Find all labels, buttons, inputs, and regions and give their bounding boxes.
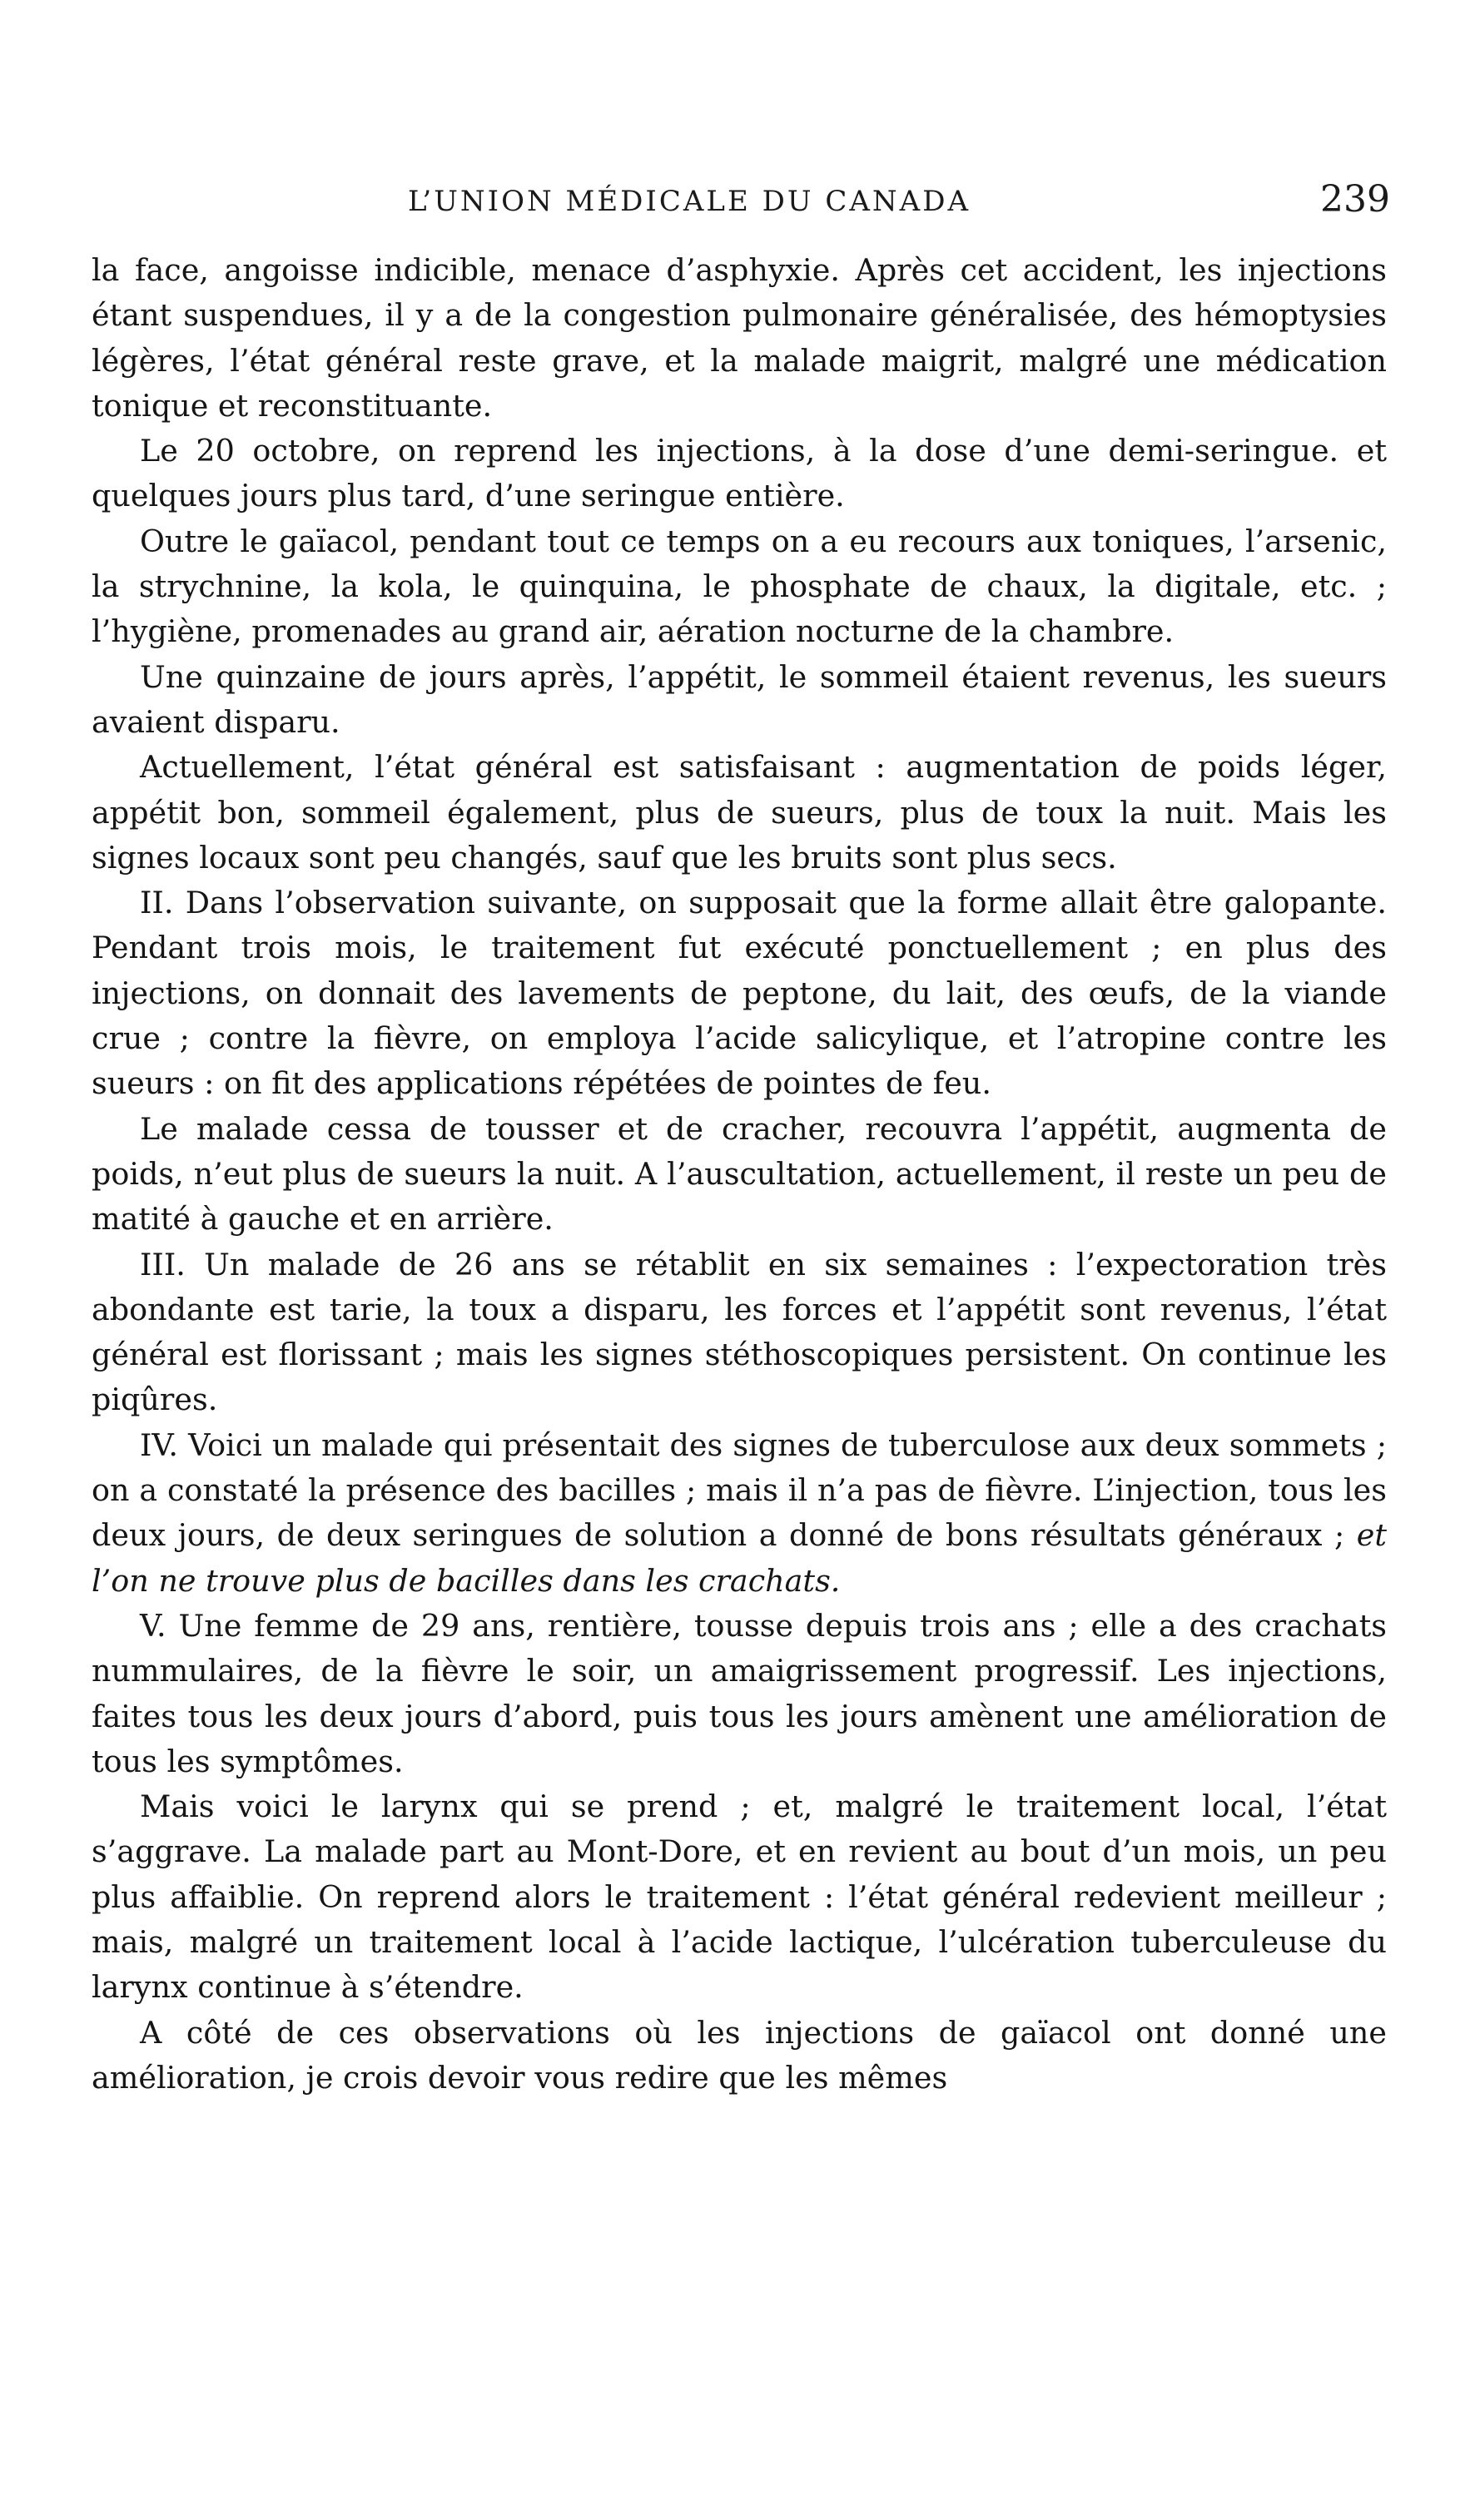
paragraph-observation-5: V. Une femme de 29 ans, rentière, tousse depuis trois ans ; elle a des crachats nummulaires, de la fièvre le soir, un amaigrissement progressif. Les injections, faites tous les deux jours d’abord, puis tous les jours amènent une amélioration de tous les symptômes. — [92, 1607, 1387, 1779]
paragraph-observation-2: II. Dans l’observation suivante, on supposait que la forme allait être galopante. Pendant trois mois, le traitement fut exécuté ponctuellement ; en plus des injections, on donnait des lavements de peptone, du lait, des œufs, de la viande crue ; contre la fièvre, on employa l’acide salicylique, et l’atropine contre les sueurs : on fit des applications répétées de pointes de feu. — [92, 885, 1387, 1102]
paragraph-current-state: Actuellement, l’état général est satisfaisant : augmentation de poids léger, appétit bon, sommeil également, plus de sueurs, plus de toux la nuit. Mais les signes locaux sont peu changés, sauf que les bruits sont plus secs. — [92, 749, 1387, 876]
observation-4-italic: et l’on ne trouve plus de bacilles dans les crachats. — [92, 1517, 1387, 1599]
page-number: 239 — [1320, 178, 1390, 221]
paragraph-recovery: Une quinzaine de jours après, l’appétit, le sommeil étaient revenus, les sueurs avaient disparu. — [92, 658, 1387, 740]
paragraph-observation-3: III. Un malade de 26 ans se rétablit en six semaines : l’expectoration très abondante est tarie, la toux a disparu, les forces et l’appétit sont revenus, l’état général est florissant ; mais les signes stéthoscopiques persistent. On continue les piqûres. — [92, 1246, 1387, 1418]
paragraph-conclusion: A côté de ces observations où les injections de gaïacol ont donné une amélioration, je crois devoir vous redire que les mêmes — [92, 2014, 1387, 2096]
paragraph-tonics: Outre le gaïacol, pendant tout ce temps on a eu recours aux toniques, l’arsenic, la strychnine, la kola, le quinquina, le phosphate de chaux, la digitale, etc. ; l’hygiène, promenades au grand air, aération nocturne de la chambre. — [92, 523, 1387, 650]
paragraph-observation-4 — [92, 1423, 1387, 1604]
paragraph-injections-resumed: Le 20 octobre, on reprend les injections, à la dose d’une demi-seringue. et quelques jours plus tard, d’une seringue entière. — [92, 433, 1387, 514]
running-head: L’UNION MÉDICALE DU CANADA — [408, 185, 971, 218]
page-header — [92, 178, 1390, 235]
paragraph-observation-2-outcome: Le malade cessa de tousser et de cracher, recouvra l’appétit, augmenta de poids, n’eut plus de sueurs la nuit. A l’auscultation, actuellement, il reste un peu de matité à gauche et en arrière. — [92, 1110, 1387, 1238]
paragraph-larynx: Mais voici le larynx qui se prend ; et, malgré le traitement local, l’état s’aggrave. La malade part au Mont-Dore, et en revient au bout d’un mois, un peu plus affaiblie. On reprend alors le traitement : l’état général redevient meilleur ; mais, malgré un traitement local à l’acide lactique, l’ulcération tuberculeuse du larynx continue à s’étendre. — [92, 1788, 1387, 2006]
paragraph-continuation: la face, angoisse indicible, menace d’asphyxie. Après cet accident, les injections étant suspendues, il y a de la congestion pulmonaire généralisée, des hémoptysies légères, l’état général reste grave, et la malade maigrit, malgré une médication tonique et reconstituante. — [92, 252, 1387, 424]
body-text — [92, 248, 1387, 2101]
observation-4-text: IV. Voici un malade qui présentait des signes de tuberculose aux deux sommets ; on a constaté la présence des bacilles ; mais il n’a pas de fièvre. L’injection, tous les deux jours, de deux seringues de solution a donné de bons résultats généraux ; — [92, 1426, 1387, 1554]
